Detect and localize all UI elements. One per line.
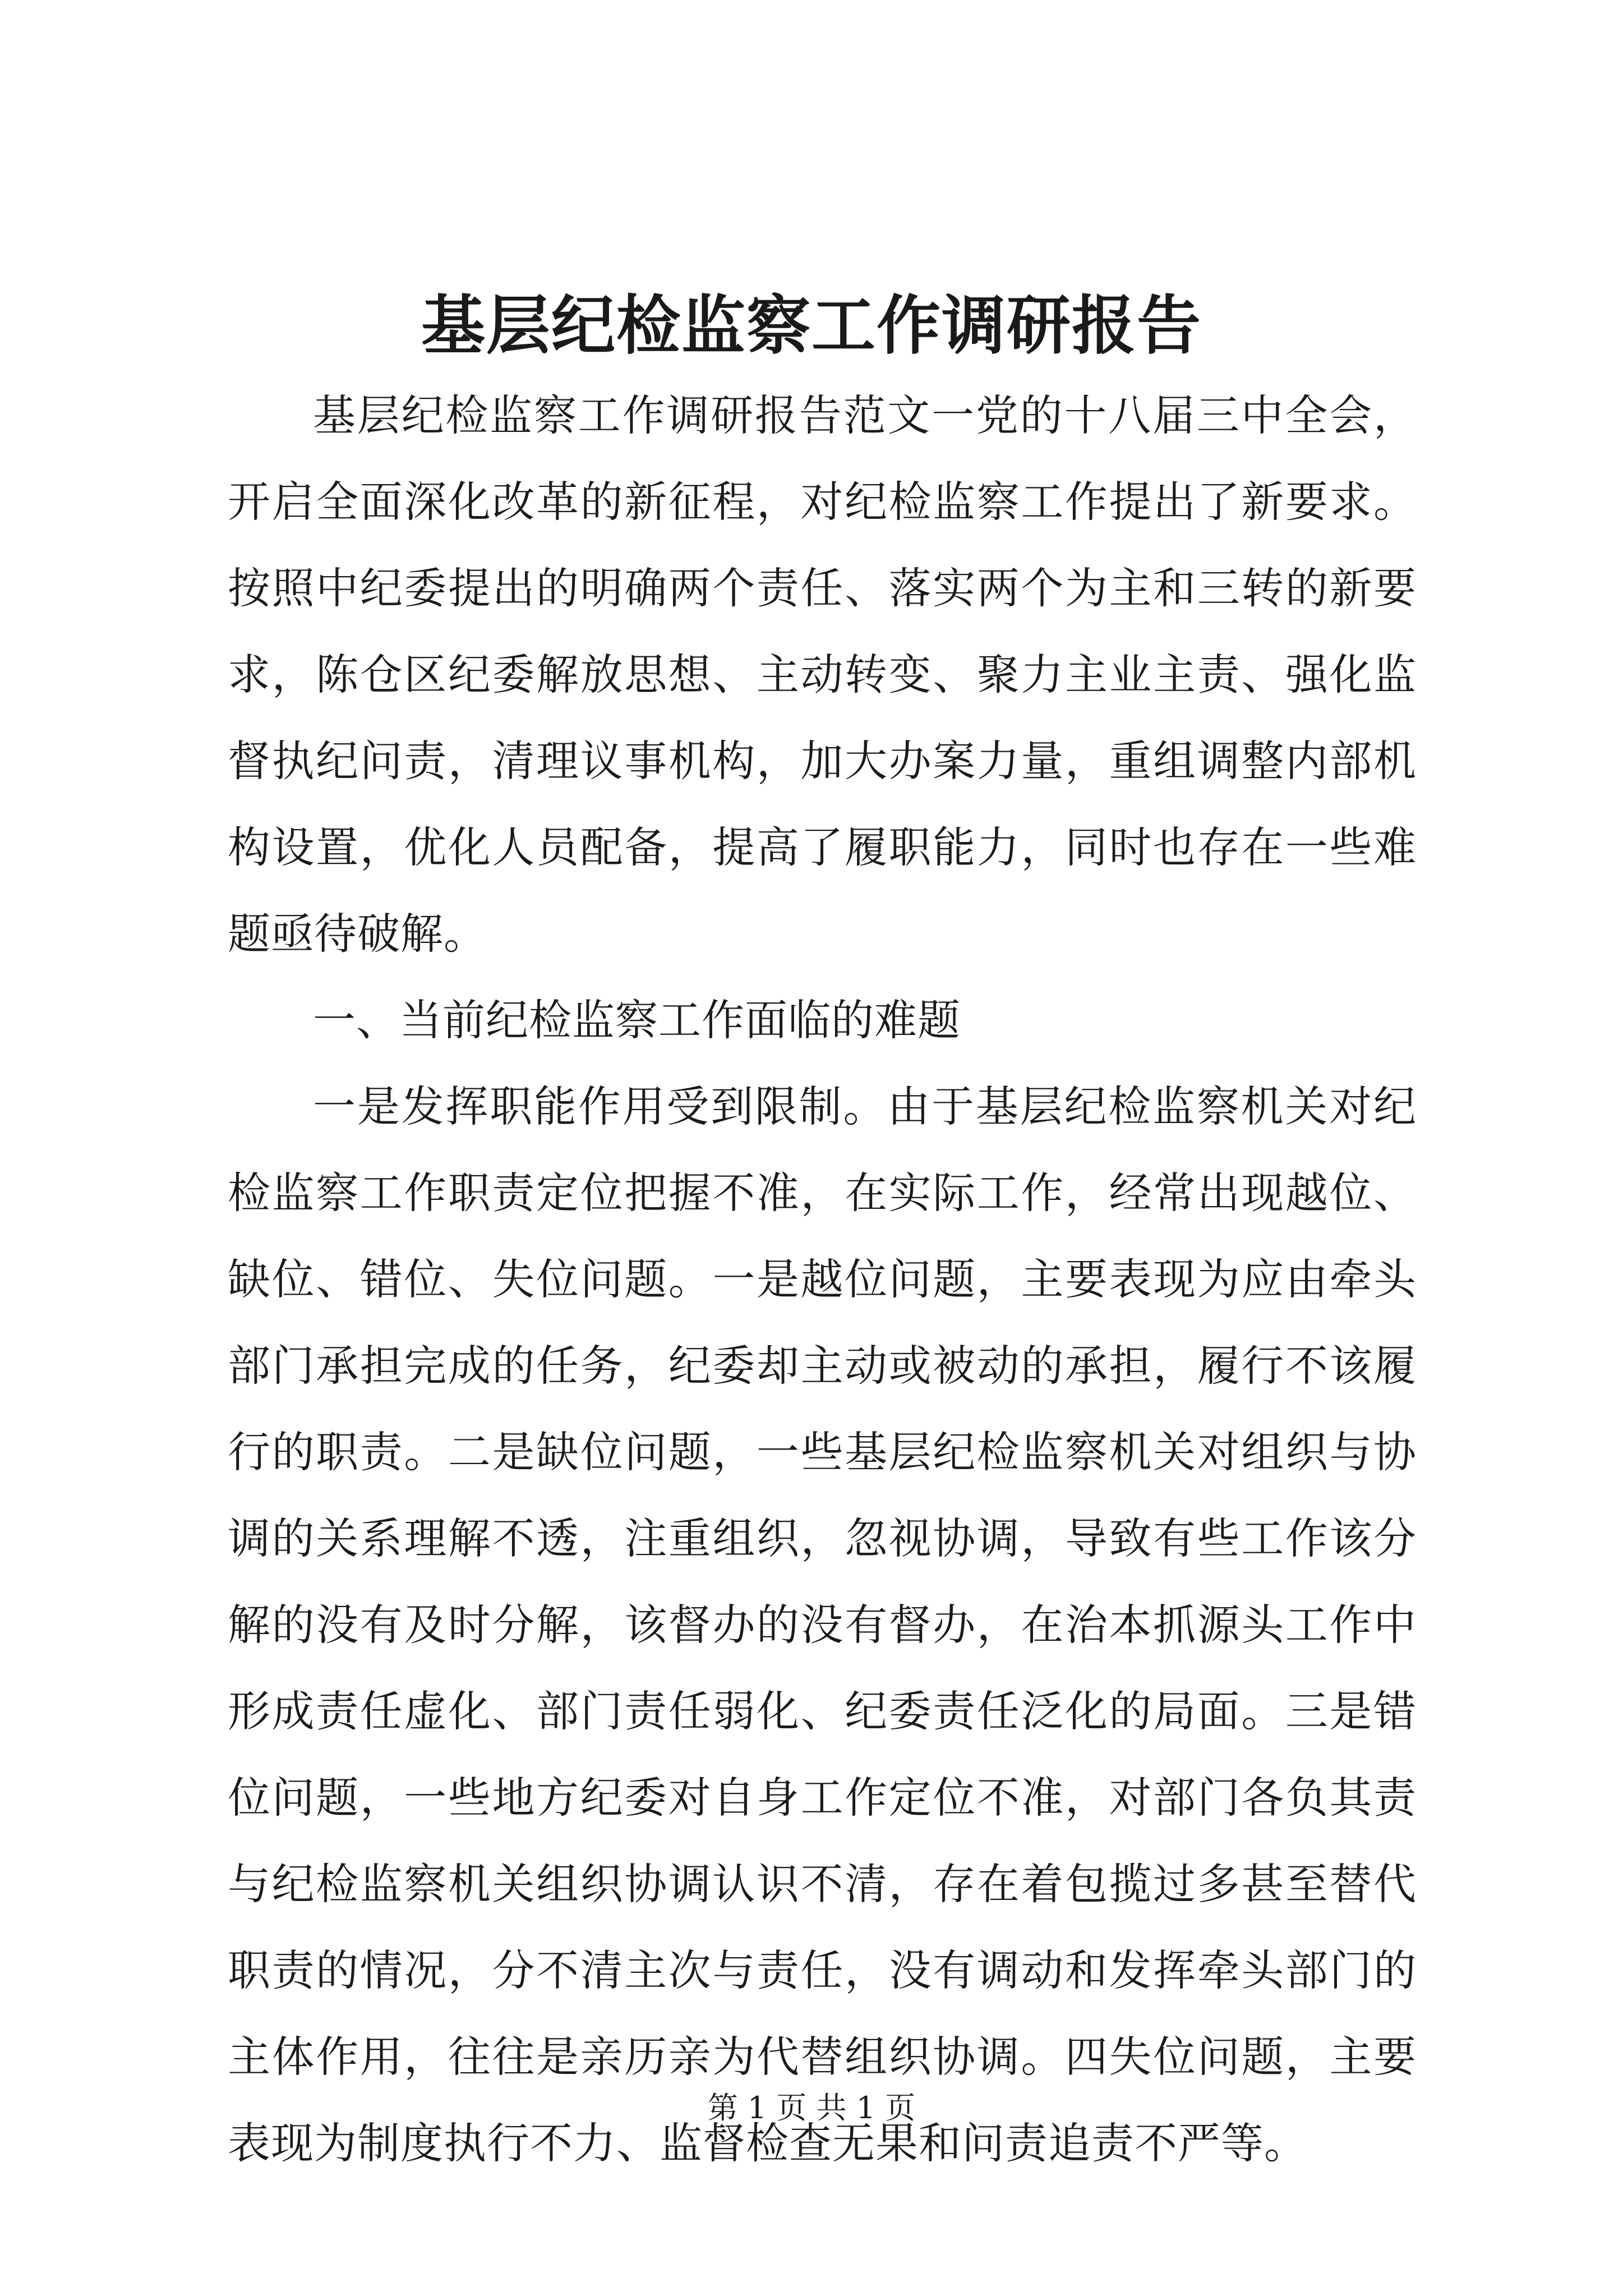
paragraph-intro: 基层纪检监察工作调研报告范文一党的十八届三中全会，开启全面深化改革的新征程，对纪检监察工作提出了新要求。按照中纪委提出的明确两个责任、落实两个为主和三转的新要求，陈仓区纪委解放思想、主动转变、聚力主业主责、强化监督执纪问责，清理议事机构，加大办案力量，重组调整内部机构设置，优化人员配备，提高了履职能力，同时也存在一些难题亟待破解。 [228,390,1417,959]
document-body [228,372,1417,2187]
document-title: 基层纪检监察工作调研报告 [421,288,1202,363]
paragraph-problem-one: 一是发挥职能作用受到限制。由于基层纪检监察机关对纪检监察工作职责定位把握不准，在实际工作，经常出现越位、缺位、错位、失位问题。一是越位问题，主要表现为应由牵头部门承担完成的任务，纪委却主动或被动的承担，履行不该履行的职责。二是缺位问题，一些基层纪检监察机关对组织与协调的关系理解不透，注重组织，忽视协调，导致有些工作该分解的没有及时分解，该督办的没有督办，在治本抓源头工作中形成责任虚化、部门责任弱化、纪委责任泛化的局面。三是错位问题，一些地方纪委对自身工作定位不准，对部门各负其责与纪检监察机关组织协调认识不清，存在着包揽过多甚至替代职责的情况，分不清主次与责任，没有调动和发挥牵头部门的主体作用，往往是亲历亲为代替组织协调。四失位问题，主要表现为制度执行不力、监督检查无果和问责追责不严等。 [228,1082,1417,2168]
section-heading: 一、当前纪检监察工作面临的难题 [313,995,961,1045]
page-number-footer: 第 1 页 共 1 页 [707,2090,916,2125]
